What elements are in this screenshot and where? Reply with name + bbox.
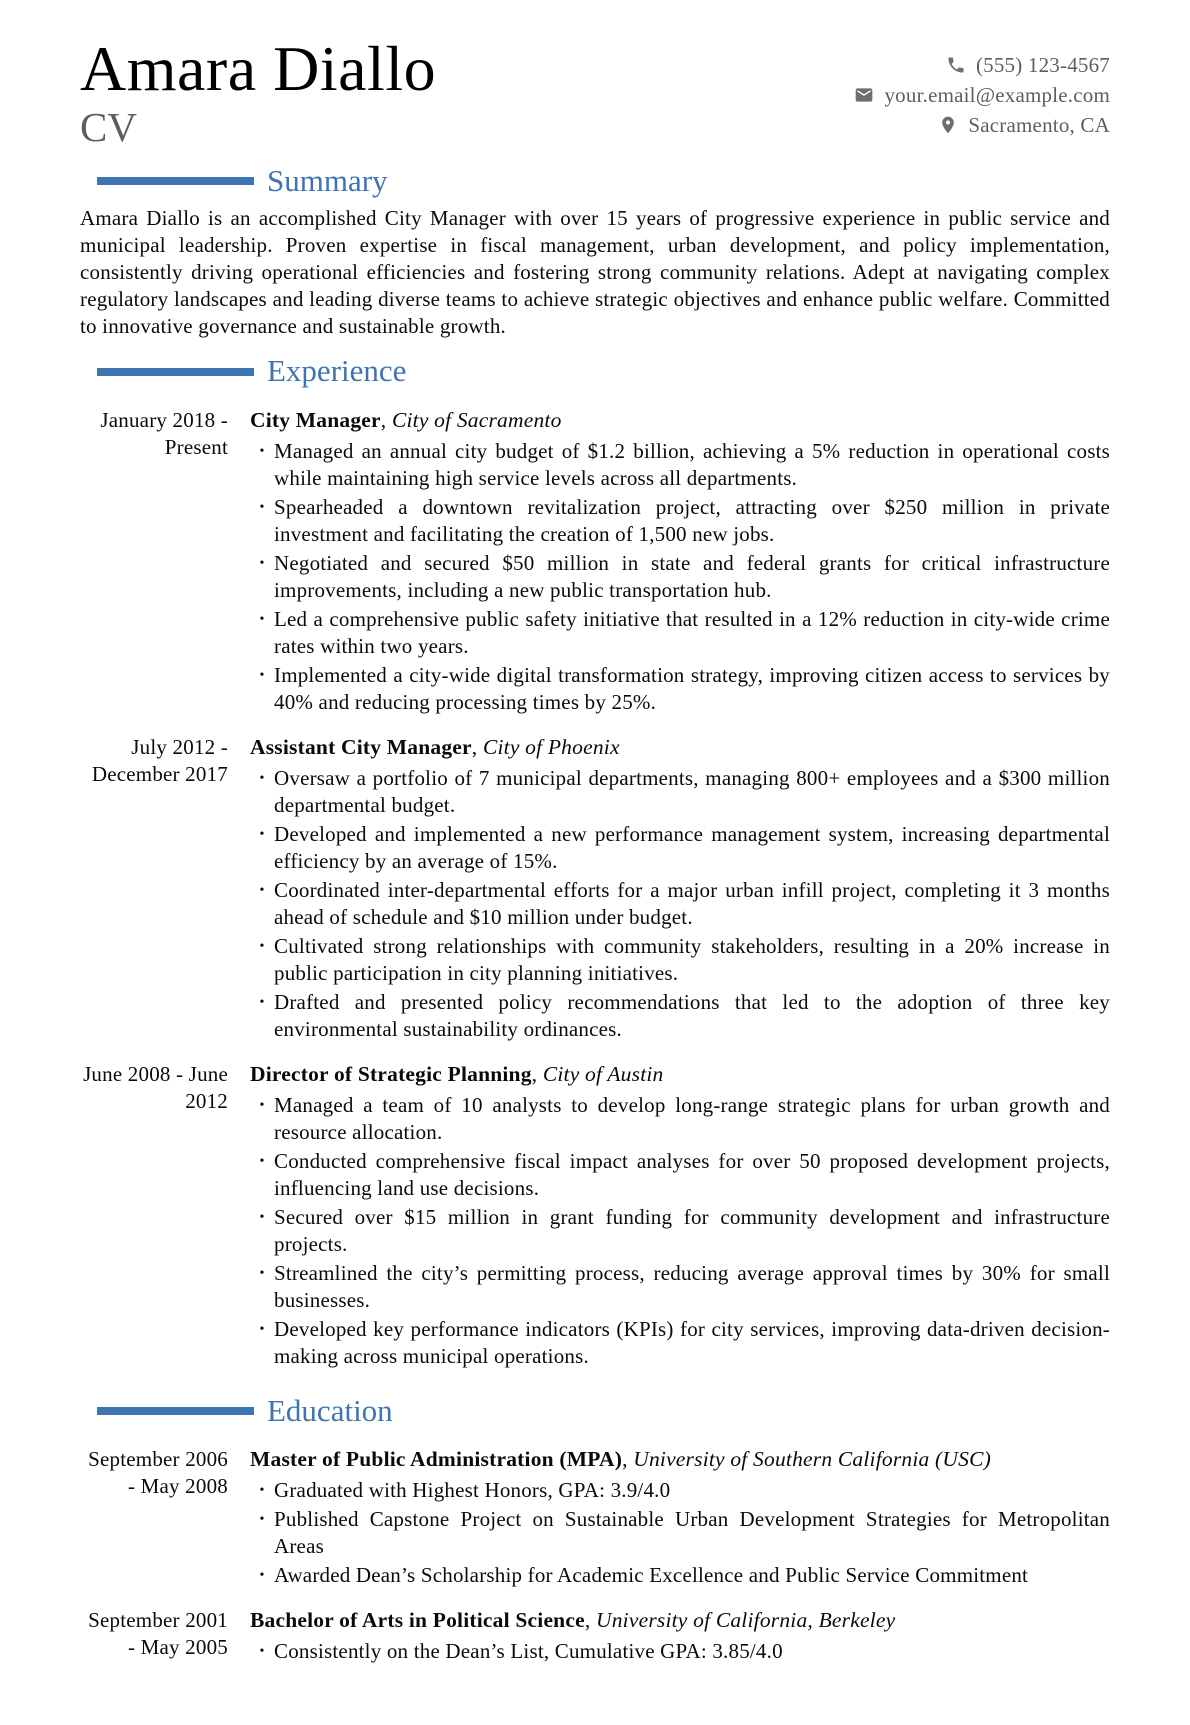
bullet-text: Consistently on the Dean’s List, Cumulative GPA: 3.85/4.0 — [274, 1638, 783, 1663]
entry-separator: , — [584, 1607, 596, 1632]
section-rule — [97, 368, 254, 376]
location-icon — [938, 115, 958, 135]
entry-dates: July 2012 - December 2017 — [91, 734, 228, 786]
bullet-icon — [250, 606, 274, 633]
bullet-item — [250, 1148, 1110, 1202]
section-rule — [97, 1407, 254, 1415]
section-title-experience: Experience — [267, 353, 407, 389]
experience-section-header — [80, 354, 1110, 388]
bullet-icon — [250, 1638, 274, 1665]
entry-body — [250, 407, 1110, 716]
bullet-text: Developed and implemented a new performance management system, increasing departmental efficiency by an average of 15%. — [274, 821, 1110, 873]
section-title-education: Education — [267, 1392, 393, 1428]
entry-position: Director of Strategic Planning — [250, 1061, 532, 1086]
entry-dates: September 2001 - May 2005 — [88, 1607, 228, 1659]
email-value[interactable]: your.email@example.com — [884, 82, 1110, 107]
entry-title — [250, 1446, 1110, 1473]
bullet-icon — [250, 877, 274, 904]
education-section-header — [80, 1394, 1110, 1428]
bullet-text: Secured over $15 million in grant funding for community development and infrastructure projects. — [274, 1204, 1110, 1256]
experience-entry — [80, 734, 1110, 1043]
entry-company: City of Sacramento — [391, 407, 562, 432]
entry-body — [250, 1061, 1110, 1370]
bullet-icon — [250, 1477, 274, 1504]
phone-value[interactable]: (555) 123-4567 — [975, 52, 1110, 77]
bullet-text: Led a comprehensive public safety initiative that resulted in a 12% reduction in city-wide crime rates within two years. — [274, 606, 1110, 658]
bullet-icon — [250, 438, 274, 465]
entry-separator: , — [380, 407, 392, 432]
bullet-item — [250, 1260, 1110, 1314]
bullet-icon — [250, 1562, 274, 1589]
bullet-text: Published Capstone Project on Sustainable Urban Development Strategies for Metropolitan Areas — [274, 1506, 1110, 1558]
bullet-item — [250, 877, 1110, 931]
bullet-icon — [250, 494, 274, 521]
bullet-item — [250, 1562, 1110, 1589]
entry-title — [250, 734, 1110, 761]
contact-info — [854, 50, 1110, 140]
bullet-text: Developed key performance indicators (KPIs) for city services, improving data-driven decision-making across municipal operations. — [274, 1316, 1110, 1368]
entry-title — [250, 1607, 1110, 1634]
bullet-item — [250, 550, 1110, 604]
entry-body — [250, 734, 1110, 1043]
bullet-text: Oversaw a portfolio of 7 municipal departments, managing 800+ employees and a $300 million departmental budget. — [274, 765, 1110, 817]
bullet-text: Conducted comprehensive fiscal impact analyses for over 50 proposed development projects, influencing land use decisions. — [274, 1148, 1110, 1200]
bullet-list — [250, 1638, 1110, 1665]
bullet-icon — [250, 550, 274, 577]
bullet-list — [250, 765, 1110, 1043]
bullet-icon — [250, 1148, 274, 1175]
bullet-list — [250, 1477, 1110, 1589]
bullet-text: Graduated with Highest Honors, GPA: 3.9/4.0 — [274, 1477, 671, 1502]
location-value[interactable]: Sacramento, CA — [968, 112, 1110, 137]
entry-degree: Bachelor of Arts in Political Science — [250, 1607, 585, 1632]
entry-title — [250, 407, 1110, 434]
bullet-icon — [250, 1092, 274, 1119]
bullet-text: Spearheaded a downtown revitalization project, attracting over $250 million in private investment and facilitating the creation of 1,500 new jobs. — [274, 494, 1110, 546]
bullet-item — [250, 1092, 1110, 1146]
section-experience — [80, 354, 1110, 1369]
entry-position: City Manager — [250, 407, 381, 432]
entry-dates: January 2018 - Present — [100, 407, 228, 459]
education-entry — [80, 1607, 1110, 1665]
entry-degree: Master of Public Administration (MPA) — [250, 1446, 623, 1471]
bullet-text: Streamlined the city’s permitting process, reducing average approval times by 30% for small businesses. — [274, 1260, 1110, 1312]
section-rule — [97, 177, 254, 185]
bullet-icon — [250, 662, 274, 689]
bullet-text: Implemented a city-wide digital transformation strategy, improving citizen access to services by 40% and reducing processing times by 25%. — [274, 662, 1110, 714]
bullet-item — [250, 1477, 1110, 1504]
header — [80, 33, 1110, 151]
entry-title — [250, 1061, 1110, 1088]
phone-icon — [946, 55, 966, 75]
education-entry — [80, 1446, 1110, 1589]
bullet-item — [250, 989, 1110, 1043]
bullet-text: Cultivated strong relationships with community stakeholders, resulting in a 20% increase in public participation in city planning initiatives. — [274, 933, 1110, 985]
bullet-icon — [250, 1260, 274, 1287]
bullet-item — [250, 1204, 1110, 1258]
section-education — [80, 1394, 1110, 1665]
bullet-item — [250, 606, 1110, 660]
entry-separator: , — [622, 1446, 634, 1471]
bullet-icon — [250, 1316, 274, 1343]
bullet-text: Negotiated and secured $50 million in state and federal grants for critical infrastructure improvements, including a new public transportation hub. — [274, 550, 1110, 602]
entry-school: University of California, Berkeley — [595, 1607, 896, 1632]
bullet-text: Managed an annual city budget of $1.2 billion, achieving a 5% reduction in operational costs while maintaining high service levels across all departments. — [274, 438, 1110, 490]
entry-company: City of Austin — [542, 1061, 664, 1086]
experience-entry — [80, 407, 1110, 716]
bullet-icon — [250, 1506, 274, 1533]
person-name: Amara Diallo — [80, 33, 437, 104]
identity-block — [80, 33, 437, 151]
entry-position: Assistant City Manager — [250, 734, 472, 759]
experience-entry — [80, 1061, 1110, 1370]
bullet-text: Coordinated inter-departmental efforts for a major urban infill project, completing it 3 months ahead of schedule and $10 million under budget. — [274, 877, 1110, 929]
bullet-icon — [250, 933, 274, 960]
email-icon — [854, 85, 874, 105]
entry-school: University of Southern California (USC) — [633, 1446, 991, 1471]
bullet-list — [250, 1092, 1110, 1370]
bullet-icon — [250, 765, 274, 792]
entry-dates: September 2006 - May 2008 — [88, 1446, 228, 1498]
contact-location-row — [854, 110, 1110, 140]
bullet-item — [250, 933, 1110, 987]
summary-text: Amara Diallo is an accomplished City Manager with over 15 years of progressive experience in public service and municipal leadership. Proven expertise in fiscal management, urban development, and policy implementation, consistently driving operational efficiencies and fostering strong community relations. Adept at navigating complex regulatory landscapes and leading diverse teams to achieve strategic objectives and enhance public welfare. Committed to innovative governance and sustainable growth. — [80, 206, 1110, 339]
bullet-icon — [250, 989, 274, 1016]
entry-separator: , — [531, 1061, 543, 1086]
bullet-item — [250, 765, 1110, 819]
cv-label: CV — [80, 104, 137, 151]
bullet-list — [250, 438, 1110, 716]
entry-company: City of Phoenix — [482, 734, 620, 759]
entry-dates: June 2008 - June 2012 — [83, 1061, 228, 1113]
bullet-item — [250, 662, 1110, 716]
bullet-item — [250, 1316, 1110, 1370]
section-summary — [80, 164, 1110, 340]
bullet-item — [250, 821, 1110, 875]
bullet-text: Managed a team of 10 analysts to develop long-range strategic plans for urban growth and resource allocation. — [274, 1092, 1110, 1144]
entry-body — [250, 1446, 1110, 1589]
bullet-item — [250, 438, 1110, 492]
bullet-icon — [250, 1204, 274, 1231]
summary-section-header — [80, 164, 1110, 198]
contact-phone-row — [854, 50, 1110, 80]
bullet-item — [250, 1638, 1110, 1665]
entry-separator: , — [471, 734, 483, 759]
section-title-summary: Summary — [267, 163, 388, 199]
bullet-icon — [250, 821, 274, 848]
bullet-text: Drafted and presented policy recommendations that led to the adoption of three key environmental sustainability ordinances. — [274, 989, 1110, 1041]
bullet-item — [250, 494, 1110, 548]
entry-body — [250, 1607, 1110, 1665]
contact-email-row — [854, 80, 1110, 110]
bullet-text: Awarded Dean’s Scholarship for Academic Excellence and Public Service Commitment — [274, 1562, 1029, 1587]
bullet-item — [250, 1506, 1110, 1560]
